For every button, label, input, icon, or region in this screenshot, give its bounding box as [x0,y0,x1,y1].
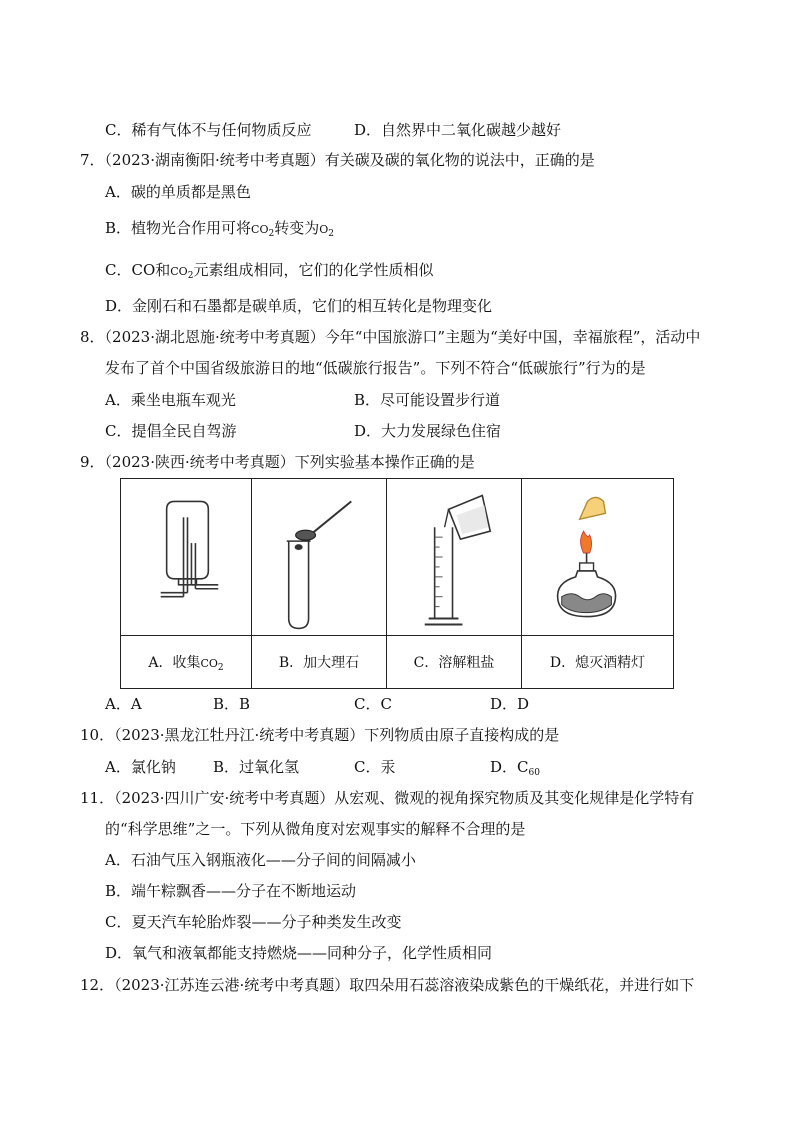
q9-option-b: B．B [213,695,251,713]
q7-option-d: D．金刚石和石墨都是碳单质，它们的相互转化是物理变化 [105,297,493,315]
q9-caption-c: C．溶解粗盐 [387,636,522,689]
q8-stem-line1: 8．（2023·湖北恩施·统考中考真题）今年“中国旅游口”主题为“美好中国，幸福旅程”，活动中 [80,328,701,346]
alcohol-lamp-cap-icon [522,479,673,635]
q11-option-d: D．氧气和液氧都能支持燃烧——同种分子，化学性质相同 [105,944,493,962]
q11-stem-line2: 的“科学思维”之一。下列从微角度对宏观事实的解释不合理的是 [105,820,526,838]
q10-option-a: A．氯化钠 [105,758,176,776]
test-tube-spoon-icon [252,479,386,635]
q11-stem-line1: 11．（2023·四川广安·统考中考真题）从宏观、微观的视角探究物质及其变化规律是化学特有 [80,789,695,807]
q8-option-d: D．大力发展绿色住宿 [354,422,502,440]
q9-option-d: D．D [490,695,530,713]
q9-figure-d [522,479,674,636]
q9-caption-b: B．加大理石 [252,636,387,689]
graduated-cylinder-beaker-icon [387,479,521,635]
q10-stem: 10．（2023·黑龙江牡丹江·统考中考真题）下列物质由原子直接构成的是 [80,726,560,744]
q7-option-b: B．植物光合作用可将$CO_2$转变为$O_2$ [105,219,334,239]
q11-option-c: C．夏天汽车轮胎炸裂——分子种类发生改变 [105,913,402,931]
q7-option-a: A．碳的单质都是黑色 [105,183,251,201]
q12-stem: 12．（2023·江苏连云港·统考中考真题）取四朵用石蕊溶液染成紫色的干燥纸花，并进行如下 [80,976,695,994]
q9-figure-a [121,479,252,636]
q11-option-b: B．端午粽飘香——分子在不断地运动 [105,882,357,900]
q7-stem: 7．（2023·湖南衡阳·统考中考真题）有关碳及碳的氧化物的说法中，正确的是 [80,151,595,169]
q8-stem-line2: 发布了首个中国省级旅游日的地“低碳旅行报告”。下列不符合“低碳旅行”行为的是 [105,359,646,377]
q9-caption-a: A．收集$CO_2$ [121,636,252,689]
q6-option-d: D．自然界中二氧化碳越少越好 [354,121,562,139]
q9-figure-b [252,479,387,636]
gas-collection-bottle-icon [121,479,251,635]
q6-option-c: C．稀有气体不与任何物质反应 [105,121,312,139]
q9-stem: 9．（2023·陕西·统考中考真题）下列实验基本操作正确的是 [80,453,475,471]
q10-option-c: C．汞 [354,758,396,776]
q9-option-a: A．A [105,695,142,713]
q9-figure-c [387,479,522,636]
q10-option-b: B．过氧化氢 [213,758,300,776]
q10-option-d: D．$C_{60}$ [490,758,540,778]
q8-option-c: C．提倡全民自驾游 [105,422,237,440]
q7-option-c: C．CO和$CO_2$元素组成相同，它们的化学性质相似 [105,261,434,281]
q9-option-c: C．C [354,695,392,713]
q9-caption-d: D．熄灭酒精灯 [522,636,674,689]
q8-option-a: A．乘坐电瓶车观光 [105,391,236,409]
q9-operations-table [120,478,674,689]
q8-option-b: B．尽可能设置步行道 [354,391,501,409]
q11-option-a: A．石油气压入钢瓶液化——分子间的间隔减小 [105,851,416,869]
